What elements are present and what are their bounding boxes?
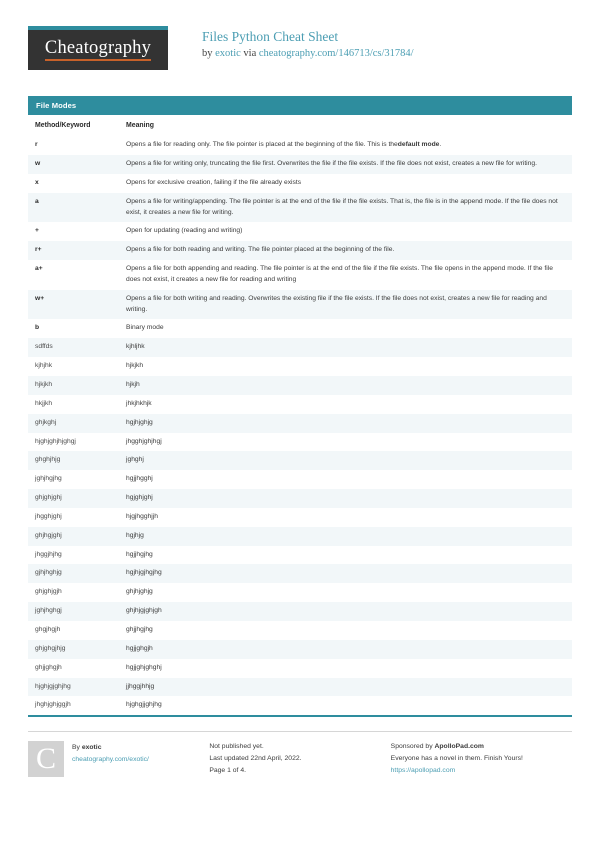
author-line: [72, 742, 149, 754]
footer-author-name: exotic: [81, 744, 102, 752]
table-row: [28, 489, 572, 508]
byline-via: via: [240, 47, 259, 59]
last-updated: Last updated 22nd April, 2022.: [209, 755, 302, 763]
row-meaning: jhkjhkhjk: [126, 399, 152, 407]
row-keyword: ghjghjghj: [28, 489, 119, 508]
cheatography-logo[interactable]: [28, 26, 168, 70]
row-meaning: hgjhjg: [119, 527, 572, 546]
row-meaning: Opens a file for reading only. The file pointer is placed at the beginning of the file. This is thedefault mode.: [126, 141, 442, 149]
sponsor-name: ApolloPad.com: [434, 743, 484, 751]
table-row: [28, 414, 572, 433]
row-keyword: r+: [28, 241, 119, 260]
page-number: Page 1 of 4.: [209, 767, 246, 775]
row-meaning: hgjghjghj: [119, 489, 572, 508]
file-modes-card: [28, 96, 572, 717]
table-row: [28, 451, 572, 470]
row-keyword: +: [35, 227, 39, 235]
sheet-url-link[interactable]: cheatography.com/146713/cs/31784/: [258, 47, 414, 59]
row-meaning: ghjhjgjghjgh: [119, 602, 572, 621]
row-meaning: hgjjghjghghj: [126, 663, 162, 671]
table-row: [28, 659, 572, 678]
file-modes-table: [28, 115, 572, 715]
row-meaning: Opens a file for both reading and writing. The file pointer placed at the beginning of the file.: [119, 241, 572, 260]
column-header: Method/Keyword: [35, 122, 91, 129]
row-meaning: ghjhjghjg: [126, 588, 153, 596]
table-row: [28, 546, 572, 565]
row-meaning: hjkjh: [119, 376, 572, 395]
row-keyword: x: [35, 178, 39, 186]
table-row: [28, 640, 572, 659]
row-keyword: hjkjkh: [28, 376, 119, 395]
table-row: [28, 222, 572, 241]
row-keyword: ghjhgjghj: [28, 527, 119, 546]
row-keyword: jhggjhjhg: [35, 550, 62, 558]
sponsor-link[interactable]: https://apollopad.com: [390, 767, 456, 775]
author-link[interactable]: exotic: [215, 47, 241, 59]
row-keyword: ghjghgjhjg: [28, 640, 119, 659]
publish-status: Not published yet.: [209, 743, 264, 751]
table-row: [28, 376, 572, 395]
row-keyword: hkjjkh: [35, 399, 53, 407]
author-profile-link[interactable]: cheatography.com/exotic/: [72, 756, 149, 764]
footer-sponsor-column: [391, 731, 572, 777]
table-row: [28, 508, 572, 527]
row-keyword: ghjjghgjh: [35, 663, 62, 671]
table-row: [28, 174, 572, 193]
table-row: [28, 290, 572, 320]
row-meaning: Open for updating (reading and writing): [126, 227, 243, 235]
row-meaning: hgjjhgghj: [126, 475, 153, 483]
row-keyword: kjhjhk: [35, 362, 53, 370]
row-keyword: a+: [35, 265, 43, 273]
byline: [202, 48, 414, 61]
row-keyword: hjghjghjhjghgj: [35, 437, 76, 445]
author-label-prefix: By: [72, 744, 82, 752]
sponsor-tagline: Everyone has a novel in them. Finish Yours!: [390, 755, 523, 763]
table-row: [28, 602, 572, 621]
table-body: [28, 115, 572, 715]
row-keyword: jhgghjghj: [35, 512, 62, 520]
row-keyword: jghjhghgj: [28, 602, 119, 621]
row-meaning: ghjjhgjhg: [126, 625, 153, 633]
row-keyword: w: [28, 155, 119, 174]
sponsor-line: [391, 741, 558, 753]
row-meaning: jghghj: [119, 451, 572, 470]
row-meaning: Binary mode: [126, 324, 164, 332]
row-keyword: sdffds: [28, 338, 119, 357]
row-keyword: a: [28, 193, 119, 223]
row-meaning: Opens a file for both writing and reading. Overwrites the existing file if the file exists. If the file does not exist, creates a new file for reading and writing.: [119, 290, 572, 320]
author-meta: [72, 741, 149, 777]
emphasis-text: default mode: [397, 141, 440, 149]
card-title: File Modes: [28, 96, 572, 115]
table-row: [28, 564, 572, 583]
sponsor-prefix: Sponsored by: [390, 743, 435, 751]
footer-author-column: [28, 731, 209, 777]
table-row: [28, 470, 572, 489]
page-title: Files Python Cheat Sheet: [202, 29, 339, 44]
avatar: C: [28, 741, 64, 777]
page-footer: [28, 731, 572, 777]
table-row: [28, 193, 572, 223]
row-meaning: hjghgjjghjhg: [126, 701, 162, 709]
row-keyword: ghgjhgjh: [35, 625, 61, 633]
row-meaning: hjkjkh: [126, 362, 144, 370]
table-row: [28, 241, 572, 260]
table-row: [28, 338, 572, 357]
table-row: [28, 527, 572, 546]
row-keyword: jghjhgjhg: [35, 475, 62, 483]
logo-text: Cheatography: [45, 39, 151, 61]
row-meaning: hgjhjgjhgjhg: [119, 564, 572, 583]
row-keyword: ghjghjgjh: [35, 588, 62, 596]
row-keyword: ghjkghj: [28, 414, 119, 433]
footer-publish-column: [209, 731, 390, 777]
title-block: [202, 26, 414, 60]
table-row: [28, 678, 572, 697]
row-meaning: Opens for exclusive creation, failing if the file already exists: [126, 178, 302, 186]
row-keyword: jhghjghjggjh: [35, 701, 71, 709]
table-row: [28, 319, 572, 338]
row-meaning: jjhggjhhjg: [119, 678, 572, 697]
table-row: [28, 395, 572, 414]
row-meaning: hgjhjghjg: [119, 414, 572, 433]
row-meaning: hgjjhgjhg: [126, 550, 153, 558]
table-row: [28, 433, 572, 452]
table-header-row: [28, 115, 572, 136]
table-row: [28, 621, 572, 640]
row-keyword: hjghjgjghjhg: [28, 678, 119, 697]
row-keyword: r: [35, 141, 38, 149]
row-meaning: Opens a file for both appending and reading. The file pointer is at the end of the file if the file exists. The file opens in the append mode. If the file does not exist, it creates a new file for reading and writing: [126, 265, 553, 283]
table-row: [28, 155, 572, 174]
table-row: [28, 696, 572, 715]
table-row: [28, 583, 572, 602]
row-meaning: hjgjhgghjjh: [126, 512, 158, 520]
row-keyword: gjhjhghjg: [28, 564, 119, 583]
row-meaning: hgjjghgjh: [119, 640, 572, 659]
row-meaning: kjhljhk: [119, 338, 572, 357]
row-keyword: b: [35, 324, 40, 332]
table-row: [28, 357, 572, 376]
table-row: [28, 136, 572, 155]
table-row: [28, 260, 572, 290]
byline-prefix: by: [202, 47, 216, 59]
row-meaning: Opens a file for writing only, truncating the file first. Overwrites the file if the file exists. If the file does not exist, creates a new file for writing.: [119, 155, 572, 174]
column-header: Meaning: [126, 122, 154, 129]
page-header: [28, 26, 572, 74]
row-keyword: w+: [28, 290, 119, 320]
row-meaning: Opens a file for writing/appending. The file pointer is at the end of the file if the file exists. That is, the file is in the append mode. If the file does not exist, it creates a new file for writing.: [119, 193, 572, 223]
row-keyword: ghghjhjg: [28, 451, 119, 470]
row-meaning: jhgghjghjhgj: [126, 437, 162, 445]
